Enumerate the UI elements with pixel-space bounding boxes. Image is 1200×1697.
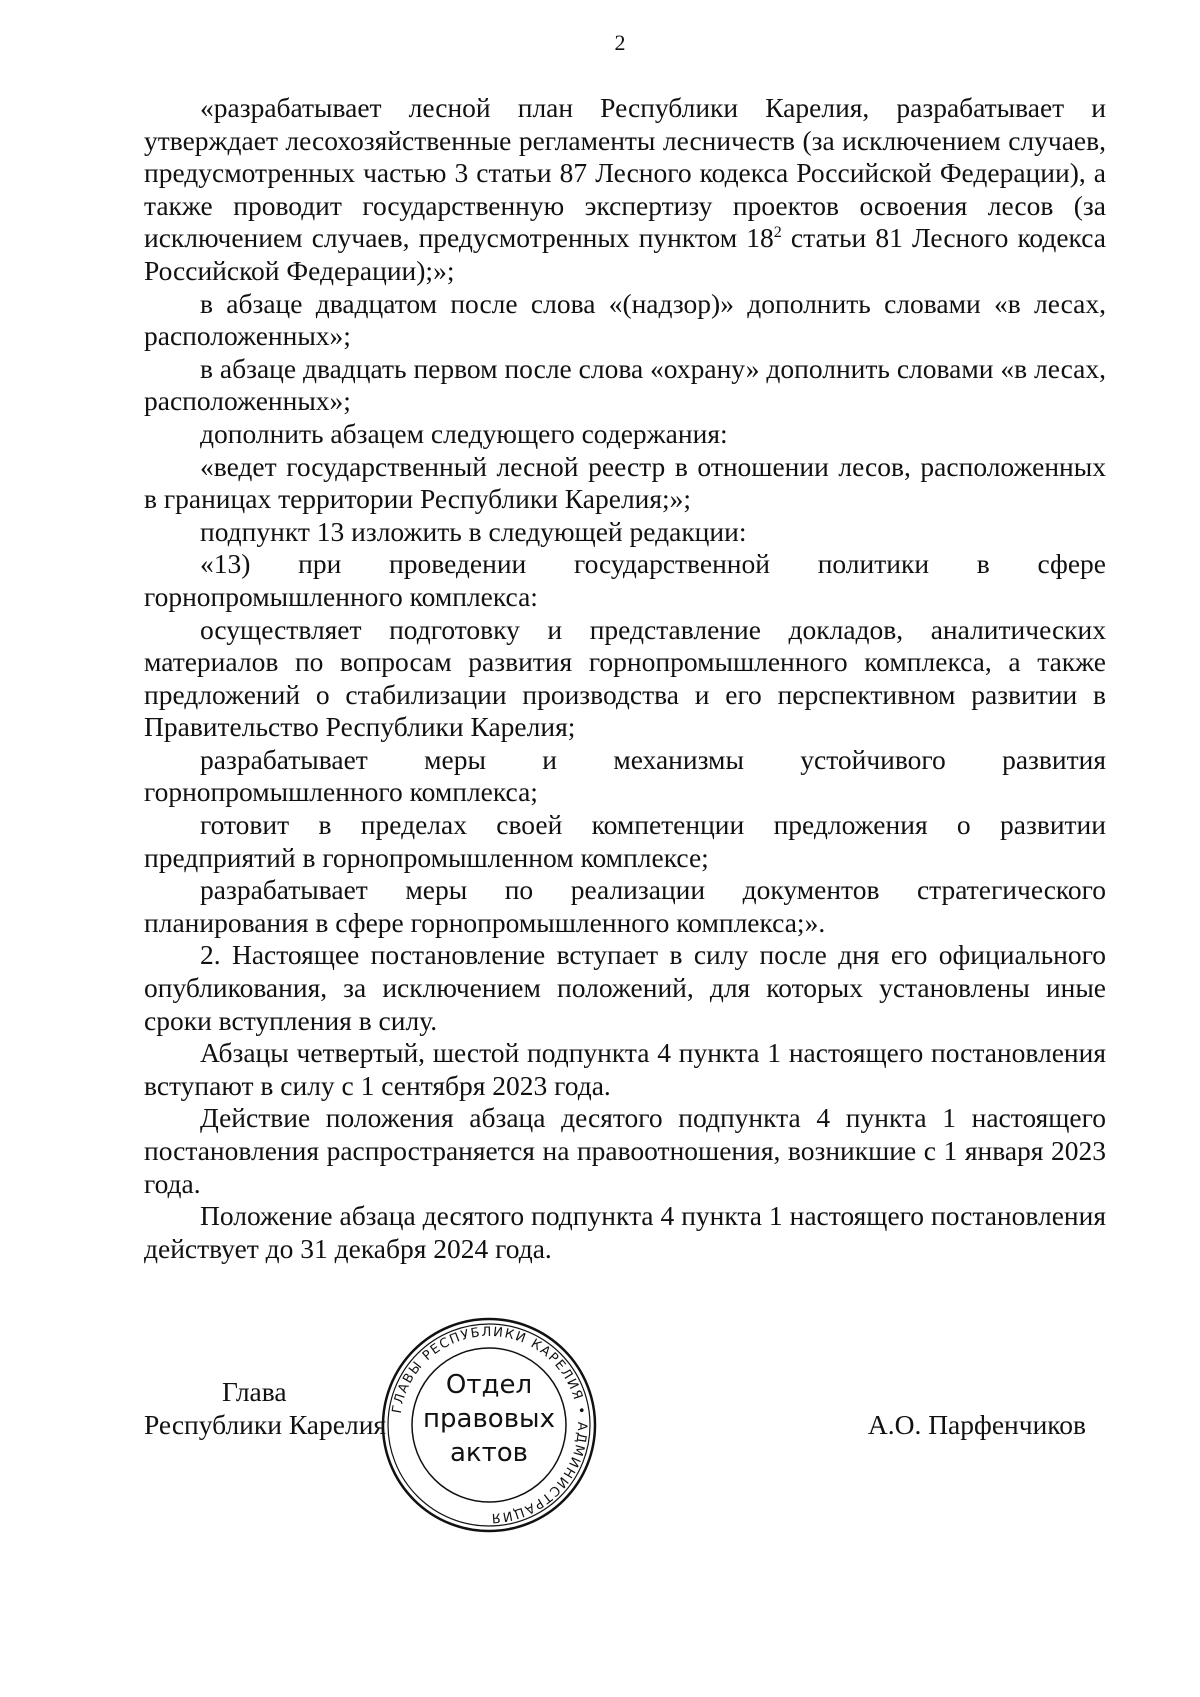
signature-block (144, 1376, 1106, 1476)
paragraph-9: разрабатывает меры и механизмы устойчивого развития горнопромышленного комплекса; (144, 743, 1106, 808)
stamp-center-text: Отдел правовых актов (423, 1370, 555, 1468)
paragraph-11: разрабатывает меры по реализации документов стратегического планирования в сфере горнопромышленного комплекса;». (144, 874, 1106, 938)
page-number: 2 (614, 30, 626, 55)
paragraph-10: готовит в пределах своей компетенции предложения о развитии предприятий в горнопромышленном комплексе; (144, 809, 1106, 873)
paragraph-6: подпункт 13 изложить в следующей редакции: (200, 515, 747, 547)
paragraph-12: 2. Настоящее постановление вступает в силу после дня его официального опубликования, за исключением положений, для которых установлены иные сроки вступления в силу. (144, 939, 1106, 1036)
stamp-ring-text: ГЛАВЫ РЕСПУБЛИКИ КАРЕЛИЯ • АДМИНИСТРАЦИЯ (389, 1324, 590, 1526)
paragraph-8: осуществляет подготовку и представление докладов, аналитических материалов по вопросам развития горнопромышленного комплекса, а также предложений о стабилизации производства и его перспективном развитии в Правительство Республики Карелия; (144, 613, 1106, 743)
paragraph-7: «13) при проведении государственной политики в сфере горнопромышленного комплекса: (144, 548, 1106, 612)
signature-title-line1: Глава (222, 1376, 287, 1407)
signature-title-line2: Республики Карелия (144, 1409, 387, 1440)
official-stamp (380, 1316, 598, 1534)
superscript: 2 (773, 224, 782, 242)
signatory-name: А.О. Парфенчиков (867, 1409, 1086, 1440)
paragraph-13: Абзацы четвертый, шестой подпункта 4 пункта 1 настоящего постановления вступают в силу с 1 сентября 2023 года. (144, 1037, 1106, 1101)
paragraph-5: «ведет государственный лесной реестр в отношении лесов, расположенных в границах территории Республики Карелия;»; (144, 450, 1106, 515)
paragraph-1: «разрабатывает лесной план Республики Карелия, разрабатывает и утверждает лесохозяйственные регламенты лесничеств (за исключением случаев, предусмотренных частью 3 статьи 87 Лесного кодекса Российской Федерации), а также проводит государственную экспертизу проектов освоения лесов (за исключением случаев, предусмотренных пунктом $18^2$ статьи 81 Лесного кодекса Российской Федерации);»; (144, 92, 1106, 286)
paragraph-4: дополнить абзацем следующего содержания: (200, 417, 728, 449)
paragraph-14: Действие положения абзаца десятого подпункта 4 пункта 1 настоящего постановления распространяется на правоотношения, возникшие с 1 января 2023 года. (144, 1102, 1106, 1199)
paragraph-2: в абзаце двадцатом после слова «(надзор)» дополнить словами «в лесах, расположенных»; (144, 287, 1106, 352)
document-body (144, 92, 1106, 1265)
paragraph-15: Положение абзаца десятого подпункта 4 пункта 1 настоящего постановления действует до 31 декабря 2024 года. (144, 1200, 1106, 1264)
paragraph-3: в абзаце двадцать первом после слова «охрану» дополнить словами «в лесах, расположенных»; (144, 352, 1106, 417)
